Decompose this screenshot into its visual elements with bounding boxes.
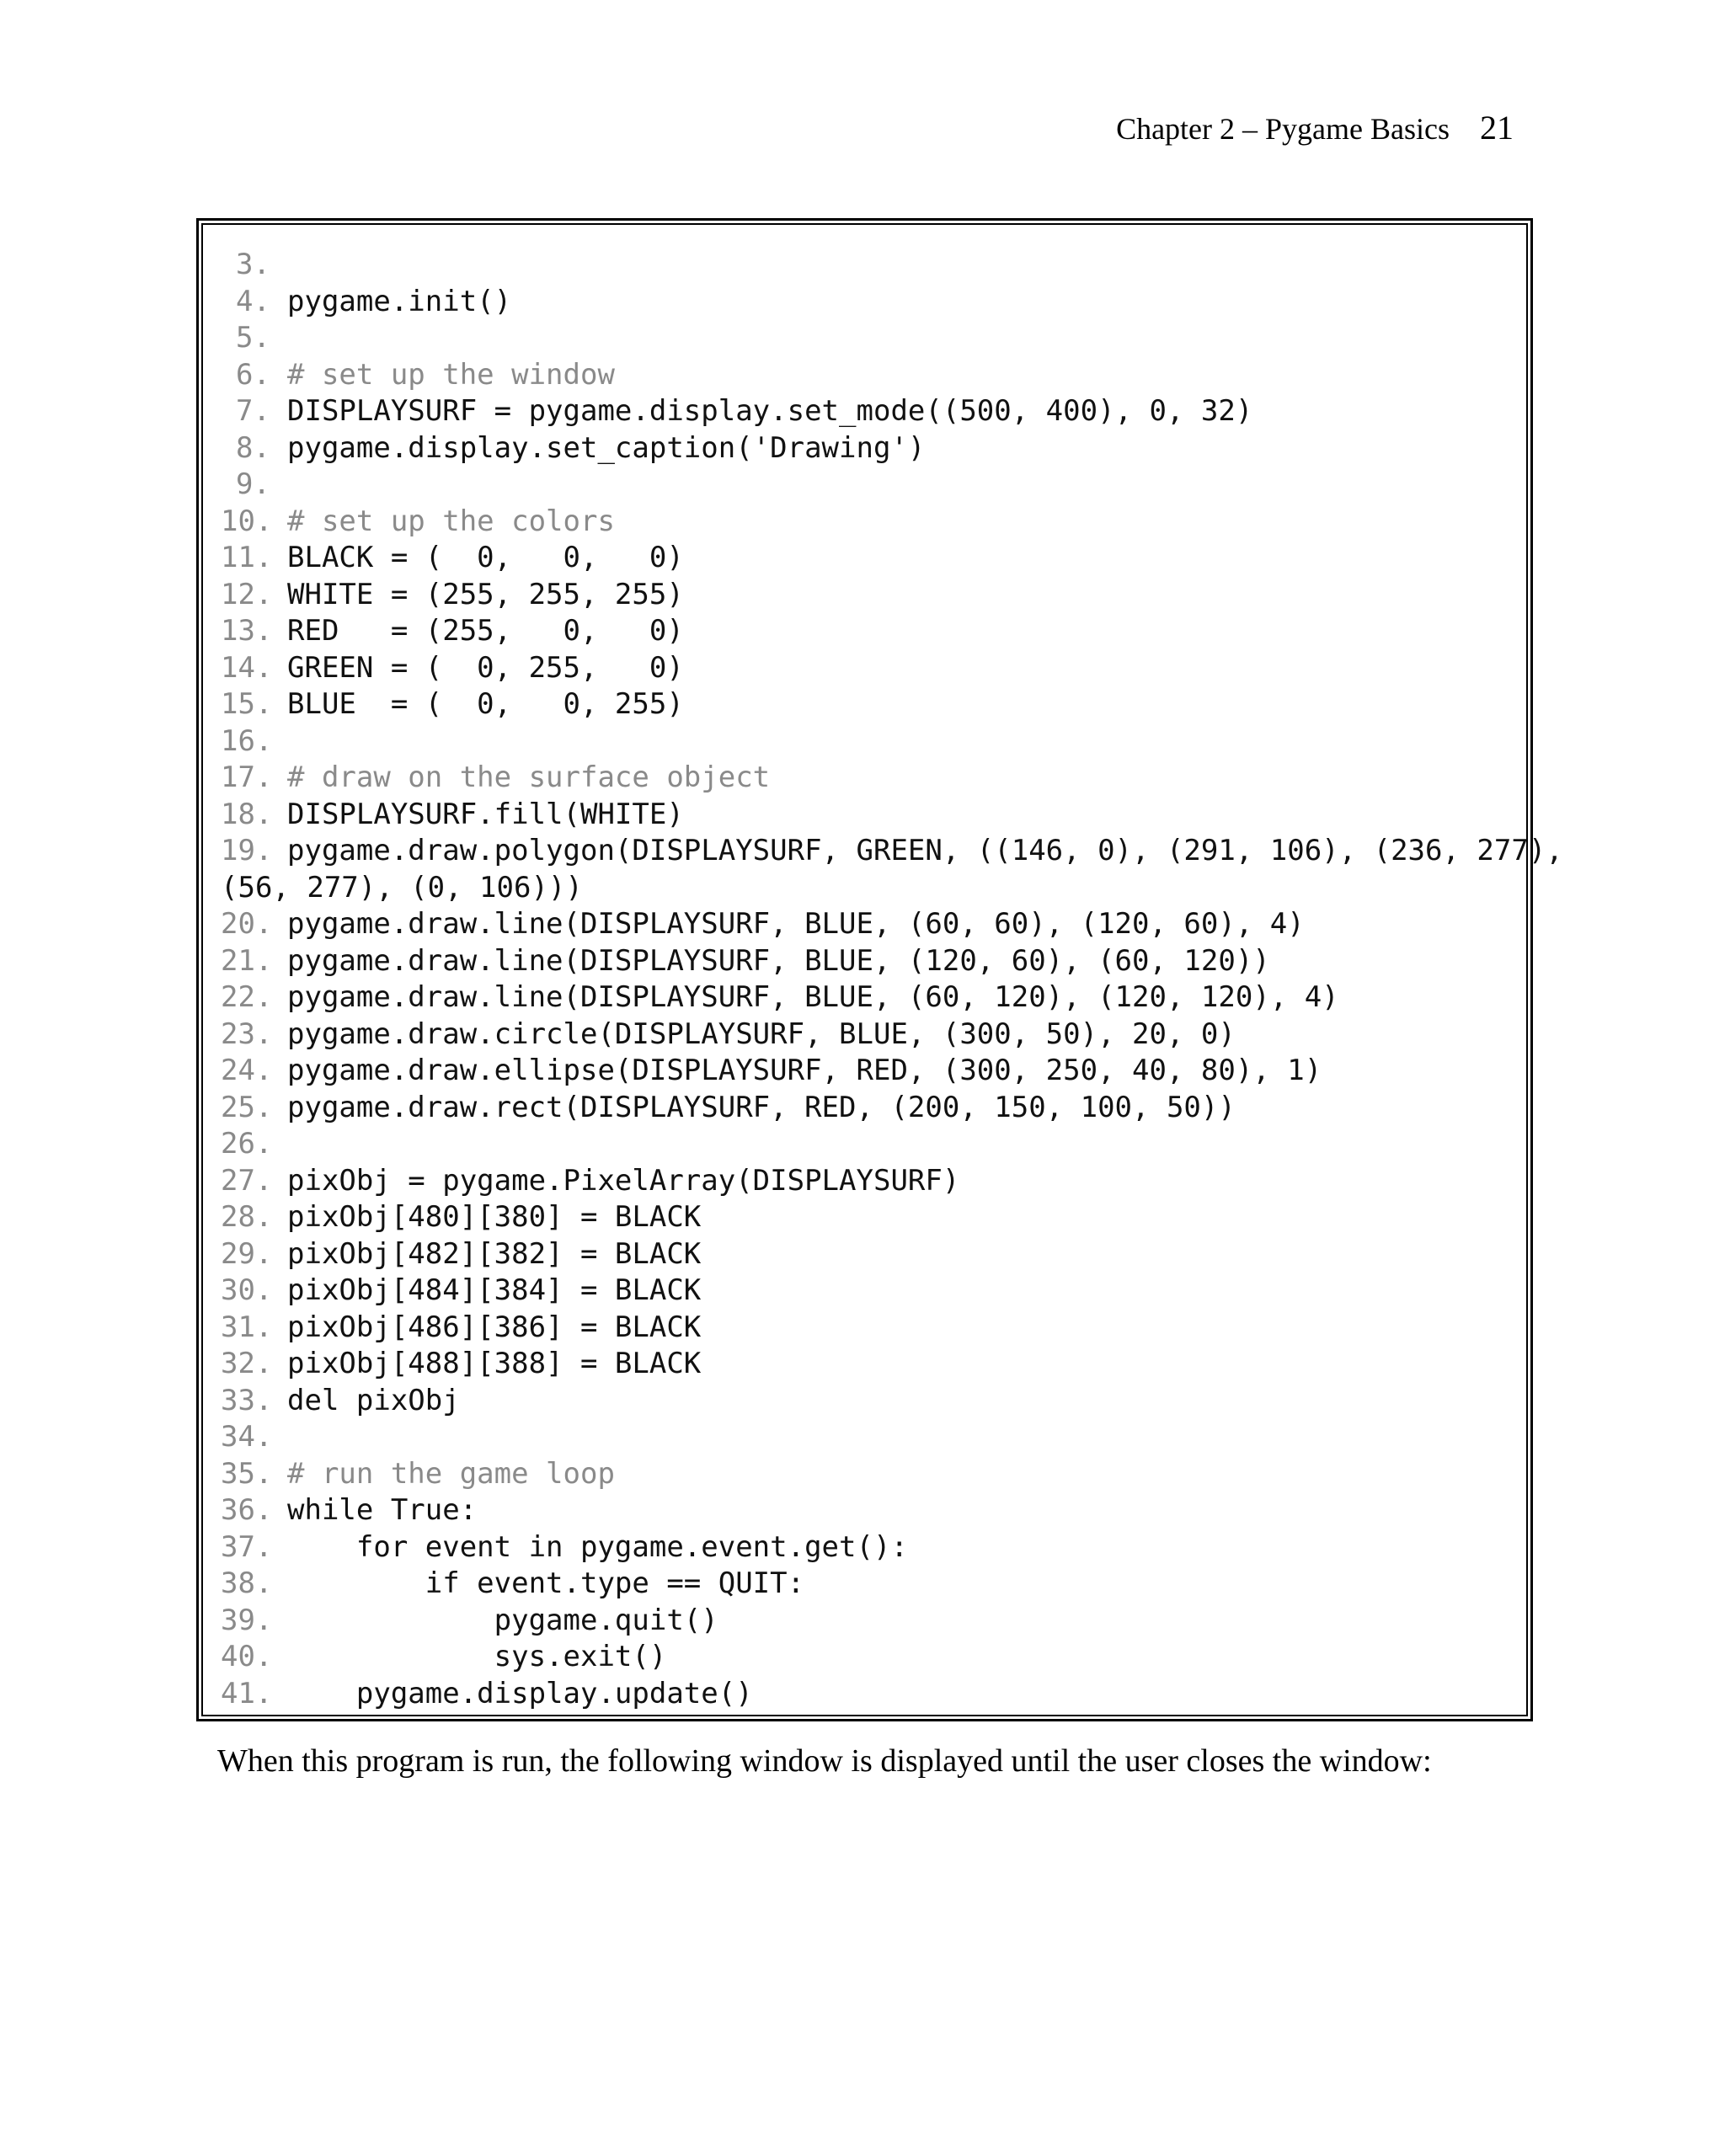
code-line (221, 1603, 1526, 1640)
code-line (221, 686, 1526, 723)
line-number: 26. (221, 1127, 273, 1161)
code-text: DISPLAYSURF.fill(WHITE) (287, 797, 684, 831)
code-text: pygame.draw.line(DISPLAYSURF, BLUE, (60, 120), (120, 120), 4) (287, 980, 1339, 1014)
line-number: 11. (221, 541, 273, 574)
line-number: 3. (236, 248, 270, 281)
code-text: for event in pygame.event.get(): (287, 1529, 908, 1564)
code-line-continuation (221, 870, 1526, 907)
code-line (221, 1310, 1526, 1347)
code-line (221, 613, 1526, 650)
code-line (221, 1346, 1526, 1383)
line-number: 17. (221, 760, 273, 794)
code-comment: # run the game loop (287, 1456, 615, 1491)
code-line (221, 906, 1526, 943)
code-text: pygame.draw.rect(DISPLAYSURF, RED, (200, 150, 100, 50)) (287, 1090, 1236, 1124)
code-line (221, 1163, 1526, 1200)
code-text: pixObj = pygame.PixelArray(DISPLAYSURF) (287, 1163, 960, 1198)
line-number: 10. (221, 504, 273, 538)
code-line (221, 357, 1526, 394)
code-text: pixObj[484][384] = BLACK (287, 1273, 702, 1307)
code-text: pygame.draw.circle(DISPLAYSURF, BLUE, (300, 50), 20, 0) (287, 1017, 1236, 1051)
code-line (221, 1676, 1526, 1713)
line-number: 28. (221, 1200, 273, 1234)
code-line (221, 247, 1526, 284)
code-line (221, 1492, 1526, 1529)
line-number: 4. (236, 284, 270, 318)
code-line (221, 650, 1526, 687)
code-text: DISPLAYSURF = pygame.display.set_mode((500, 400), 0, 32) (287, 394, 1253, 428)
code-line (221, 1126, 1526, 1163)
code-line (221, 467, 1526, 504)
code-text: pygame.draw.line(DISPLAYSURF, BLUE, (120, 60), (60, 120)) (287, 943, 1270, 978)
code-line (221, 1199, 1526, 1236)
code-text: pygame.quit() (287, 1603, 718, 1637)
line-number: 15. (221, 687, 273, 721)
line-number: 19. (221, 834, 273, 867)
code-line (221, 723, 1526, 760)
line-number: 21. (221, 943, 273, 978)
code-line (221, 943, 1526, 980)
code-line (221, 284, 1526, 321)
line-number: 34. (221, 1420, 273, 1454)
running-header (1116, 109, 1514, 147)
code-line (221, 1419, 1526, 1456)
code-text: RED = (255, 0, 0) (287, 614, 684, 648)
code-text: GREEN = ( 0, 255, 0) (287, 650, 684, 685)
code-line (221, 1273, 1526, 1310)
code-text: pygame.display.update() (287, 1676, 753, 1710)
code-text: pixObj[480][380] = BLACK (287, 1200, 702, 1234)
code-text: pixObj[482][382] = BLACK (287, 1236, 702, 1271)
line-number: 18. (221, 797, 273, 831)
code-line (221, 320, 1526, 357)
code-text: del pixObj (287, 1383, 460, 1417)
line-number: 23. (221, 1017, 273, 1051)
line-number: 37. (221, 1529, 273, 1564)
code-line (221, 1456, 1526, 1493)
line-number: 24. (221, 1054, 273, 1087)
code-text: while True: (287, 1493, 478, 1527)
line-number: 36. (221, 1493, 273, 1527)
line-number: 30. (221, 1273, 273, 1307)
code-line (221, 1017, 1526, 1054)
line-number: 25. (221, 1090, 273, 1124)
code-line (221, 797, 1526, 834)
code-text: pygame.display.set_caption('Drawing') (287, 430, 926, 465)
line-number: 14. (221, 650, 273, 685)
line-number: 12. (221, 577, 273, 611)
code-line (221, 540, 1526, 577)
line-number: 22. (221, 980, 273, 1014)
line-number: 9. (236, 467, 270, 501)
line-number: 13. (221, 614, 273, 648)
code-listing (201, 223, 1563, 1716)
code-line (221, 430, 1526, 467)
line-number: 27. (221, 1163, 273, 1198)
body-paragraph: When this program is run, the following window is displayed until the user closes the window: (217, 1743, 1432, 1779)
line-number: 40. (221, 1640, 273, 1673)
chapter-title: Chapter 2 – Pygame Basics (1116, 112, 1450, 146)
line-number: 39. (221, 1603, 273, 1637)
code-line (221, 979, 1526, 1017)
code-comment: # set up the colors (287, 504, 615, 538)
code-comment: # draw on the surface object (287, 760, 771, 794)
code-text: WHITE = (255, 255, 255) (287, 577, 684, 611)
code-line (221, 1529, 1526, 1566)
code-text: pygame.draw.ellipse(DISPLAYSURF, RED, (300, 250, 40, 80), 1) (287, 1054, 1322, 1087)
code-listing-box (196, 218, 1563, 1721)
code-text: pixObj[488][388] = BLACK (287, 1347, 702, 1380)
line-number: 38. (221, 1566, 273, 1600)
line-number: 29. (221, 1236, 273, 1271)
code-comment: # set up the window (287, 357, 615, 392)
code-text: BLACK = ( 0, 0, 0) (287, 541, 684, 574)
code-text: pixObj[486][386] = BLACK (287, 1310, 702, 1344)
code-line (221, 833, 1563, 870)
line-number: 41. (221, 1676, 273, 1710)
code-line (221, 1383, 1526, 1420)
code-text: if event.type == QUIT: (287, 1566, 805, 1600)
code-line (221, 393, 1526, 430)
line-number: 33. (221, 1383, 273, 1417)
code-line (221, 577, 1526, 614)
code-line (221, 1639, 1526, 1676)
line-number: 20. (221, 907, 273, 941)
line-number: 8. (236, 430, 270, 465)
line-number: 5. (236, 321, 270, 355)
code-text: (56, 277), (0, 106))) (221, 870, 583, 905)
code-line (221, 1566, 1526, 1603)
code-line (221, 504, 1526, 541)
code-line (221, 1090, 1526, 1127)
code-line (221, 760, 1526, 797)
code-text: sys.exit() (287, 1640, 667, 1673)
code-text: pygame.draw.polygon(DISPLAYSURF, GREEN, ((146, 0), (291, 106), (236, 277), (287, 834, 1563, 867)
line-number: 35. (221, 1456, 273, 1491)
line-number: 7. (236, 394, 270, 428)
code-text: BLUE = ( 0, 0, 255) (287, 687, 684, 721)
code-line (221, 1053, 1526, 1090)
line-number: 6. (236, 357, 270, 392)
line-number: 31. (221, 1310, 273, 1344)
line-number: 32. (221, 1347, 273, 1380)
page-number: 21 (1480, 109, 1514, 147)
code-line (221, 1236, 1526, 1273)
line-number: 16. (221, 723, 273, 758)
code-text: pygame.draw.line(DISPLAYSURF, BLUE, (60, 60), (120, 60), 4) (287, 907, 1305, 941)
code-text: pygame.init() (287, 284, 512, 318)
